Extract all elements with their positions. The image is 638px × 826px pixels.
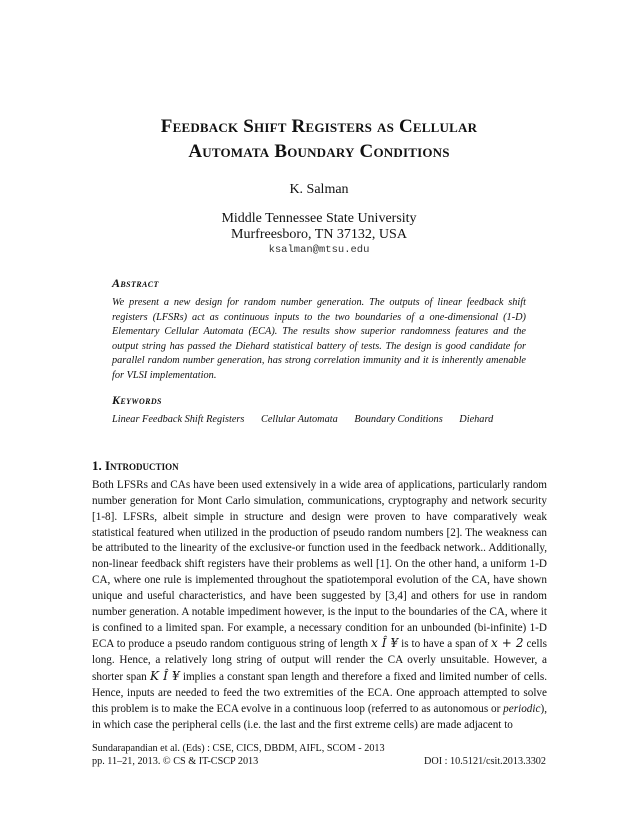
emphasis-periodic: periodic [503,702,541,715]
introduction-body [92,478,547,734]
abstract-text: We present a new design for random number generation. The outputs of linear feedback shift registers (LFSRs) act as continuous inputs to the two boundaries of a one-dimensional (1-D) Elementary Cellular Automata (ECA). The results show superior randomness features and the output string has passed the Diehard statistical battery of tests. The design is good candidate for parallel random number generation, has strong correlation immunity and it is inherently amenable for VLSI implementation. [112,297,526,381]
math-expression: x + 2 [491,636,524,651]
keywords-list [112,414,507,425]
intro-text-1: Both LFSRs and CAs have been used extensively in a wide area of applications, particularly random number generation for Mont Carlo simulation, communications, cryptography and network security [1-8]. LFSRs, albeit simple in structure and design were proven to have comparatively weak statistical featured when utilized in the production of pseudo random numbers [2]. The weakness can be attributed to the linearity of the exclusive-or function used in the feedback network.. Additionally, non-linear feedback shift registers have their problems as well [1]. On the other hand, a uniform 1-D CA, where one rule is implemented throughout the spatiotemporal evolution of the CA, have shown unique and useful characteristics, and have been suggested by [3,4] and others for use in random number generation. A notable impediment however, is the input to the boundaries of the CA, where it is confined to a limited span. For example, a necessary condition for an unbounded (bi-infinite) 1-D ECA to produce a pseudo random contiguous string of length [92,479,547,651]
title-line-1: Feedback Shift Registers as Cellular [160,116,478,137]
keyword-item: Diehard [459,414,494,425]
intro-text-4: implies a constant span length and therefore a fixed and limited number of cells. Hence, inputs are needed to feed the two extremities of the ECA. One approach attempted to solve this problem is to make the ECA evolve in a continuous loop (referred to as autonomous or [92,671,547,715]
title-line-2: Automata Boundary Conditions [188,141,450,162]
keyword-item: Boundary Conditions [354,414,443,425]
keyword-item: Cellular Automata [260,414,338,425]
affiliation-line-1: Middle Tennessee State University [221,211,417,226]
introduction-heading: 1. Introduction [92,458,179,473]
introduction-paragraph [92,478,547,734]
affiliation [0,211,638,243]
footer-line-1: Sundarapandian et al. (Eds) : CSE, CICS, DBDM, AIFL, SCOM - 2013 [92,743,385,754]
author-name: K. Salman [289,182,349,197]
keywords-heading: Keywords [112,393,162,407]
author-email: ksalman@mtsu.edu [268,244,370,256]
math-expression: x Î ¥ [370,636,399,651]
math-expression: K Î ¥ [149,669,180,684]
intro-text-5: ), in which case the peripheral cells (i.e. the last and the first extreme cells) are made adjacent to [92,702,547,731]
keyword-item: Linear Feedback Shift Registers [112,414,245,425]
affiliation-line-2: Murfreesboro, TN 37132, USA [231,227,407,242]
paper-title [60,114,578,164]
footer-citation [92,742,385,768]
abstract-heading: Abstract [112,276,159,290]
footer-line-2: pp. 11–21, 2013. © CS & IT-CSCP 2013 [92,756,259,767]
intro-text-2: is to have a span of [398,638,492,651]
footer-doi: DOI : 10.5121/csit.2013.3302 [424,756,546,767]
intro-text-3: cells long. Hence, a relatively long string of output will render the CA overly unsuitable. However, a shorter span [92,638,547,684]
